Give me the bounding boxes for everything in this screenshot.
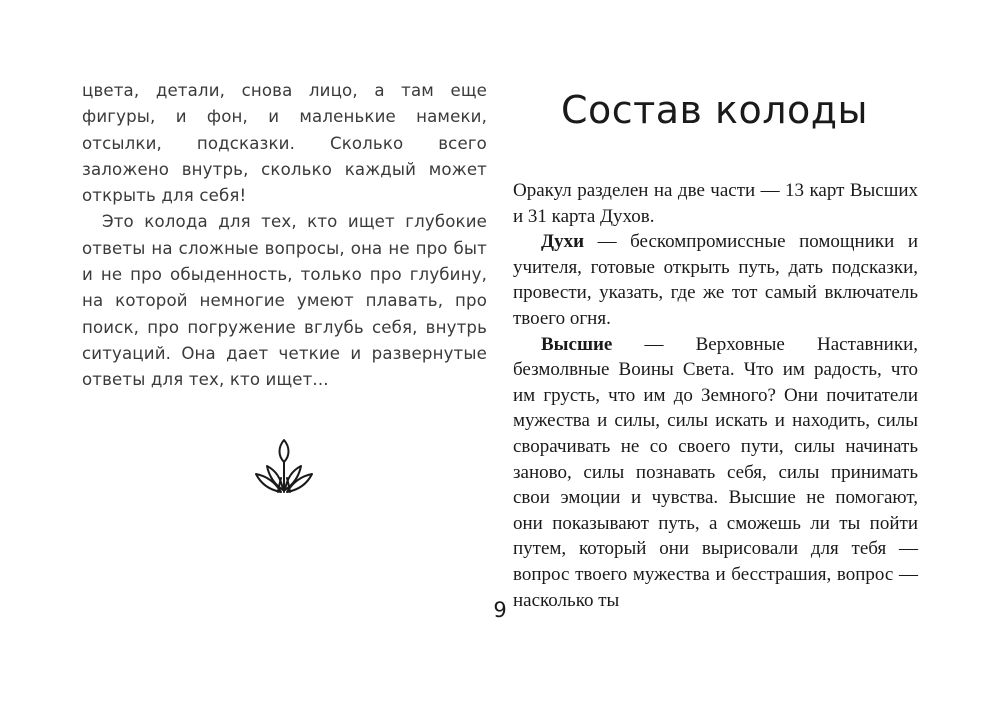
left-paragraph-1: цвета, детали, снова лицо, а там еще фигуры, и фон, и маленькие намеки, отсылки, подсказки. Сколько всего заложено внутрь, сколько каждый может открыть для себя! [82,81,487,206]
section-title: Состав колоды [560,88,869,132]
higher-description: — Верховные Наставники, безмолвные Воины Света. Что им радость, что им грусть, что им до Земного? Они почитатели мужества и силы, силы искать и находить, силы сворачивать не со своего пути, силы начинать заново, силы познавать себя, силы принимать свои эмоции и чувства. Высшие не помогают, они показывают путь, а сможешь ли ты пойти путем, который они вырисовали для тебя — вопрос твоего мужества и бесстрашия, вопрос — насколько ты [513,333,918,611]
right-page-text [513,178,918,613]
left-page-text [82,78,487,394]
intro-paragraph: Оракул разделен на две части — 13 карт Высших и 31 карта Духов. [513,180,918,227]
spirits-paragraph [513,229,918,331]
leaf-ornament-icon [252,434,316,498]
higher-paragraph [513,332,918,614]
higher-term: Высшие [541,333,613,355]
spirits-description: — бескомпромиссные помощники и учителя, готовые открыть путь, дать подсказки, провести, указать, где же тот самый включатель твоего огня. [513,231,918,329]
spirits-term: Духи [541,231,585,253]
page-number: 9 [493,598,507,622]
left-paragraph-2: Это колода для тех, кто ищет глубокие ответы на сложные вопросы, она не про быт и не про обыденность, только про глубину, на которой немногие умеют плавать, про поиск, про погружение вглубь себя, внутрь ситуаций. Она дает четкие и развернутые ответы для тех, кто ищет... [82,212,487,390]
